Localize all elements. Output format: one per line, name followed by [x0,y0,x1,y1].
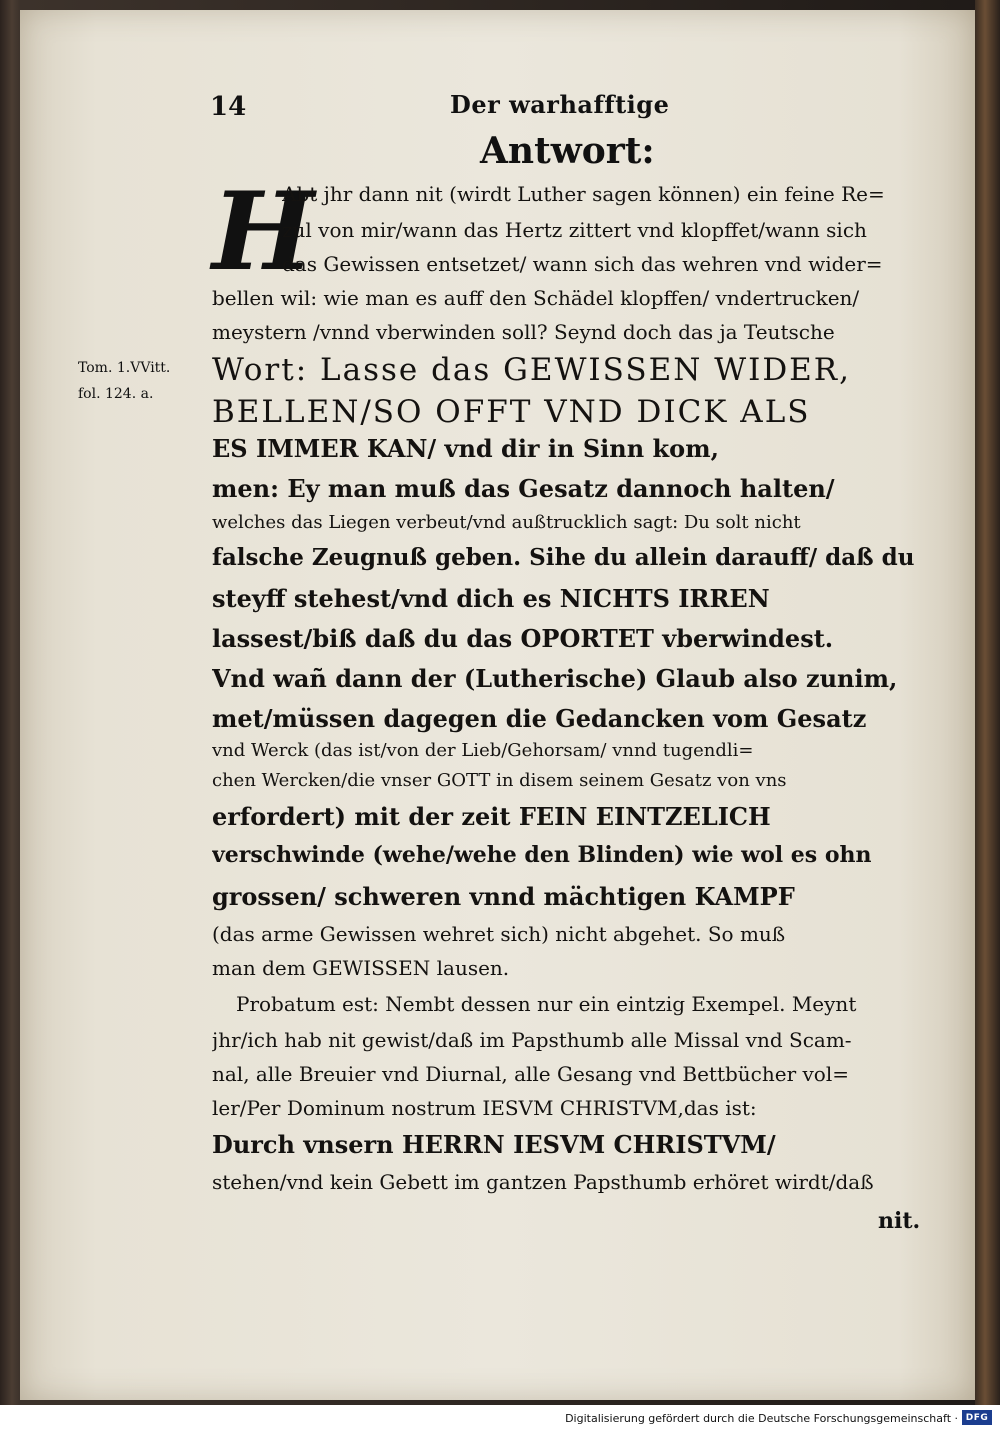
text-line: men: Ey man muß das Gesatz dannoch halten/ [212,474,835,503]
text-line: Probatum est: Nembt dessen nur ein eintzig Exempel. Meynt [236,992,857,1016]
text-line: Abt jhr dann nit (wirdt Luther sagen können) ein feine Re= [282,182,885,206]
margin-note-reference: Tom. 1.VVitt. [78,360,171,376]
section-title: Antwort: [480,130,655,172]
text-line: steyff stehest/vnd dich es NICHTS IRREN [212,584,770,613]
text-line: chen Wercken/die vnser GOTT in disem seinem Gesatz von vns [212,770,787,791]
text-line: Vnd wañ dann der (Lutherische) Glaub also zunim, [212,664,898,693]
text-line: bellen wil: wie man es auff den Schädel klopffen/ vndertrucken/ [212,286,860,310]
text-line: met/müssen dagegen die Gedancken vom Gesatz [212,704,867,733]
text-line: vnd Werck (das ist/von der Lieb/Gehorsam/ vnnd tugendli= [212,740,754,761]
text-line: jhr/ich hab nit gewist/daß im Papsthumb alle Missal vnd Scam- [212,1028,852,1052]
text-line: man dem GEWISSEN lausen. [212,956,510,980]
text-line: zul von mir/wann das Hertz zittert vnd klopffet/wann sich [282,218,867,242]
text-line: stehen/vnd kein Gebett im gantzen Papsthumb erhöret wirdt/daß [212,1170,874,1194]
text-line: das Gewissen entsetzet/ wann sich das wehren vnd wider= [282,252,883,276]
book-edge [975,0,1000,1405]
text-line: nal, alle Breuier vnd Diurnal, alle Gesang vnd Bettbücher vol= [212,1062,849,1086]
decorated-initial: H [212,169,315,295]
catchword: nit. [878,1208,921,1234]
text-line: erfordert) mit der zeit FEIN EINTZELICH [212,802,771,831]
running-title: Der warhafftige [450,90,670,119]
text-line: Durch vnsern HERRN IESVM CHRISTVM/ [212,1130,776,1159]
text-line: meystern /vnnd vberwinden soll? Seynd doch das ja Teutsche [212,320,835,344]
text-line: ler/Per Dominum nostrum IESVM CHRISTVM,das ist: [212,1096,757,1120]
text-line: lassest/biß daß du das OPORTET vberwindest. [212,624,834,653]
margin-note-folio: fol. 124. a. [78,386,154,402]
text-line: (das arme Gewissen wehret sich) nicht abgehet. So muß [212,922,786,946]
text-line: BELLEN/SO OFFT VND DICK ALS [212,394,811,430]
page-number: 14 [210,92,247,122]
text-line: grossen/ schweren vnnd mächtigen KAMPF [212,882,795,911]
footer-credit: Digitalisierung gefördert durch die Deutsche Forschungsgemeinschaft · [565,1412,958,1425]
text-line: welches das Liegen verbeut/vnd außtrucklich sagt: Du solt nicht [212,512,801,533]
text-line: verschwinde (wehe/wehe den Blinden) wie wol es ohn [212,842,872,868]
text-line: Wort: Lasse das GEWISSEN WIDER, [212,352,851,388]
dfg-logo-icon: DFG [962,1410,992,1425]
text-line: ES IMMER KAN/ vnd dir in Sinn kom, [212,434,719,463]
text-line: falsche Zeugnuß geben. Sihe du allein darauff/ daß du [212,544,915,571]
